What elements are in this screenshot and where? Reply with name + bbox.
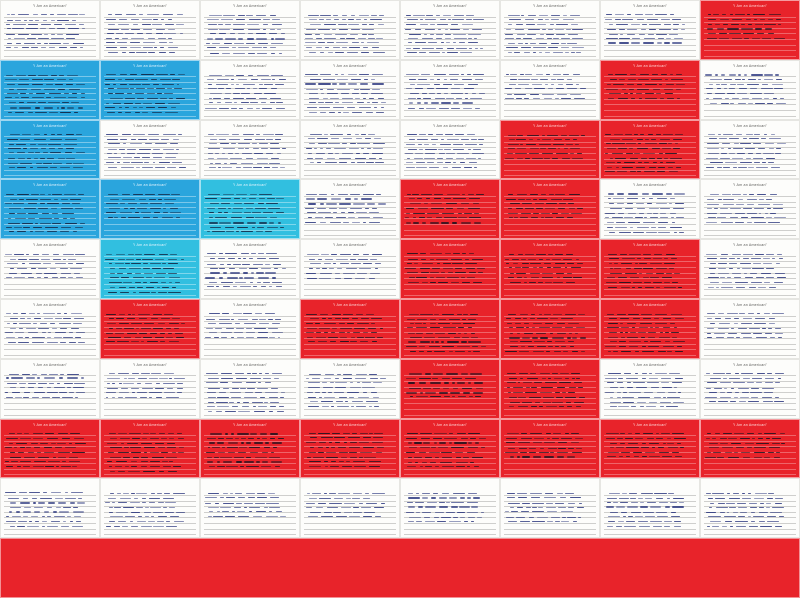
postcard-r5c7 xyxy=(600,239,700,299)
postcard-r2c7 xyxy=(600,60,700,120)
postcard-title: "I Am an American" xyxy=(632,123,668,128)
postcard-title: "I Am an American" xyxy=(632,302,668,307)
postcard-r5c8 xyxy=(700,239,800,299)
postcard-title: "I Am an American" xyxy=(232,362,268,367)
postcard-r2c5 xyxy=(400,60,500,120)
ruled-lines xyxy=(404,490,496,534)
postcard-title: "I Am an American" xyxy=(732,4,768,8)
postcard-r1c3 xyxy=(200,0,300,60)
ruled-lines xyxy=(604,490,696,534)
ruled-lines xyxy=(704,72,796,116)
ruled-lines xyxy=(404,191,496,235)
ruled-lines xyxy=(704,371,796,415)
ruled-lines xyxy=(304,311,396,355)
ruled-lines xyxy=(104,371,196,415)
postcard-r5c1 xyxy=(0,239,100,299)
postcard-r9c6 xyxy=(500,478,600,538)
postcard-title: "I Am an American" xyxy=(632,63,668,68)
ruled-lines xyxy=(4,431,96,475)
ruled-lines xyxy=(304,12,396,56)
postcard-title: "I Am an American" xyxy=(532,183,568,188)
ruled-lines xyxy=(504,72,596,116)
ruled-lines xyxy=(204,72,296,116)
postcard-r3c8 xyxy=(700,120,800,180)
postcard-r4c5 xyxy=(400,179,500,239)
postcard-r8c2 xyxy=(100,419,200,479)
postcard-r1c8 xyxy=(700,0,800,60)
postcard-title: "I Am an American" xyxy=(332,123,368,128)
postcard-title: "I Am an American" xyxy=(32,422,68,427)
postcard-r3c7 xyxy=(600,120,700,180)
postcard-r2c4 xyxy=(300,60,400,120)
postcard-r1c4 xyxy=(300,0,400,60)
postcard-r1c2 xyxy=(100,0,200,60)
postcard-title: "I Am an American" xyxy=(232,243,268,248)
postcard-title: "I Am an American" xyxy=(32,243,68,248)
ruled-lines xyxy=(304,191,396,235)
ruled-lines xyxy=(4,12,96,56)
ruled-lines xyxy=(104,132,196,176)
postcard-r7c5 xyxy=(400,359,500,419)
postcard-r4c6 xyxy=(500,179,600,239)
ruled-lines xyxy=(604,72,696,116)
postcard-r6c3 xyxy=(200,299,300,359)
postcard-r9c1 xyxy=(0,478,100,538)
ruled-lines xyxy=(404,72,496,116)
postcard-r8c5 xyxy=(400,419,500,479)
ruled-lines xyxy=(504,371,596,415)
postcard-r6c1 xyxy=(0,299,100,359)
postcard-r8c1 xyxy=(0,419,100,479)
ruled-lines xyxy=(104,490,196,534)
postcard-r7c2 xyxy=(100,359,200,419)
postcard-title: "I Am an American" xyxy=(132,422,168,427)
ruled-lines xyxy=(404,12,496,56)
postcard-r4c8 xyxy=(700,179,800,239)
ruled-lines xyxy=(504,191,596,235)
postcard-title: "I Am an American" xyxy=(332,422,368,427)
ruled-lines xyxy=(304,490,396,534)
ruled-lines xyxy=(104,251,196,295)
postcard-r4c7 xyxy=(600,179,700,239)
ruled-lines xyxy=(704,490,796,534)
postcard-title: "I Am an American" xyxy=(132,243,168,248)
postcard-r2c6 xyxy=(500,60,600,120)
postcard-r9c4 xyxy=(300,478,400,538)
ruled-lines xyxy=(404,431,496,475)
postcard-title: "I Am an American" xyxy=(632,183,668,188)
postcard-title: "I Am an American" xyxy=(32,362,68,367)
postcard-r7c8 xyxy=(700,359,800,419)
ruled-lines xyxy=(704,132,796,176)
ruled-lines xyxy=(4,311,96,355)
postcard-r5c2 xyxy=(100,239,200,299)
ruled-lines xyxy=(204,490,296,534)
postcard-r6c2 xyxy=(100,299,200,359)
postcard-r6c6 xyxy=(500,299,600,359)
postcard-title: "I Am an American" xyxy=(332,362,368,367)
postcard-r1c7 xyxy=(600,0,700,60)
postcard-title: "I Am an American" xyxy=(432,4,468,8)
postcard-title: "I Am an American" xyxy=(732,183,768,188)
ruled-lines xyxy=(104,12,196,56)
postcard-title: "I Am an American" xyxy=(32,183,68,188)
postcard-title: "I Am an American" xyxy=(732,362,768,367)
ruled-lines xyxy=(4,191,96,235)
postcard-title: "I Am an American" xyxy=(732,243,768,248)
postcard-r4c2 xyxy=(100,179,200,239)
postcard-title: "I Am an American" xyxy=(432,362,468,367)
ruled-lines xyxy=(404,251,496,295)
postcard-title: "I Am an American" xyxy=(332,302,368,307)
postcard-title: "I Am an American" xyxy=(332,63,368,68)
postcard-title: "I Am an American" xyxy=(532,123,568,128)
ruled-lines xyxy=(604,12,696,56)
postcard-r9c7 xyxy=(600,478,700,538)
postcard-title: "I Am an American" xyxy=(332,183,368,188)
ruled-lines xyxy=(204,431,296,475)
ruled-lines xyxy=(4,251,96,295)
postcard-title: "I Am an American" xyxy=(532,302,568,307)
ruled-lines xyxy=(204,251,296,295)
ruled-lines xyxy=(704,12,796,56)
postcard-title: "I Am an American" xyxy=(732,123,768,128)
postcard-title: "I Am an American" xyxy=(532,362,568,367)
postcard-r2c1 xyxy=(0,60,100,120)
postcard-title: "I Am an American" xyxy=(632,422,668,427)
postcard-title: "I Am an American" xyxy=(32,4,68,8)
postcard-title: "I Am an American" xyxy=(432,183,468,188)
postcard-r4c4 xyxy=(300,179,400,239)
ruled-lines xyxy=(504,431,596,475)
postcard-title: "I Am an American" xyxy=(532,243,568,248)
ruled-lines xyxy=(4,371,96,415)
postcard-title: "I Am an American" xyxy=(432,302,468,307)
postcard-r6c4 xyxy=(300,299,400,359)
postcard-r3c5 xyxy=(400,120,500,180)
postcard-r9c5 xyxy=(400,478,500,538)
postcard-title: "I Am an American" xyxy=(632,362,668,367)
postcard-title: "I Am an American" xyxy=(432,63,468,68)
postcard-r5c6 xyxy=(500,239,600,299)
postcard-title: "I Am an American" xyxy=(32,302,68,307)
postcard-r7c3 xyxy=(200,359,300,419)
postcard-r7c6 xyxy=(500,359,600,419)
ruled-lines xyxy=(4,132,96,176)
ruled-lines xyxy=(504,490,596,534)
postcard-r3c1 xyxy=(0,120,100,180)
postcard-r2c8 xyxy=(700,60,800,120)
postcard-r8c8 xyxy=(700,419,800,479)
postcard-title: "I Am an American" xyxy=(232,302,268,307)
ruled-lines xyxy=(304,132,396,176)
ruled-lines xyxy=(704,191,796,235)
ruled-lines xyxy=(204,371,296,415)
ruled-lines xyxy=(4,72,96,116)
postcard-title: "I Am an American" xyxy=(632,243,668,248)
ruled-lines xyxy=(304,371,396,415)
postcard-r8c6 xyxy=(500,419,600,479)
postcard-r8c4 xyxy=(300,419,400,479)
postcard-r6c7 xyxy=(600,299,700,359)
postcard-title: "I Am an American" xyxy=(232,63,268,68)
postcard-title: "I Am an American" xyxy=(732,302,768,307)
ruled-lines xyxy=(604,311,696,355)
ruled-lines xyxy=(304,431,396,475)
postcard-r9c3 xyxy=(200,478,300,538)
postcard-r1c5 xyxy=(400,0,500,60)
postcard-title: "I Am an American" xyxy=(132,183,168,188)
postcard-title: "I Am an American" xyxy=(332,243,368,248)
ruled-lines xyxy=(604,431,696,475)
postcard-title: "I Am an American" xyxy=(232,183,268,188)
bottom-red-band xyxy=(0,538,800,598)
postcard-r3c3 xyxy=(200,120,300,180)
postcard-r1c1 xyxy=(0,0,100,60)
ruled-lines xyxy=(404,311,496,355)
ruled-lines xyxy=(504,132,596,176)
postcard-r1c6 xyxy=(500,0,600,60)
postcard-r5c3 xyxy=(200,239,300,299)
ruled-lines xyxy=(104,191,196,235)
postcard-r3c6 xyxy=(500,120,600,180)
postcard-title: "I Am an American" xyxy=(132,362,168,367)
postcard-title: "I Am an American" xyxy=(232,422,268,427)
postcard-title: "I Am an American" xyxy=(32,123,68,128)
postcard-title: "I Am an American" xyxy=(132,123,168,128)
postcard-title: "I Am an American" xyxy=(432,422,468,427)
ruled-lines xyxy=(4,490,96,534)
ruled-lines xyxy=(504,12,596,56)
postcard-title: "I Am an American" xyxy=(632,4,668,8)
postcard-title: "I Am an American" xyxy=(132,4,168,8)
ruled-lines xyxy=(404,371,496,415)
postcard-r2c3 xyxy=(200,60,300,120)
postcard-title: "I Am an American" xyxy=(732,422,768,427)
postcard-title: "I Am an American" xyxy=(132,63,168,68)
ruled-lines xyxy=(204,132,296,176)
ruled-lines xyxy=(504,311,596,355)
postcard-title: "I Am an American" xyxy=(32,63,68,68)
ruled-lines xyxy=(404,132,496,176)
postcard-r2c2 xyxy=(100,60,200,120)
postcard-r9c2 xyxy=(100,478,200,538)
postcard-title: "I Am an American" xyxy=(532,4,568,8)
postcard-title: "I Am an American" xyxy=(732,63,768,68)
postcard-r8c3 xyxy=(200,419,300,479)
ruled-lines xyxy=(504,251,596,295)
ruled-lines xyxy=(604,371,696,415)
postcard-r8c7 xyxy=(600,419,700,479)
ruled-lines xyxy=(104,72,196,116)
ruled-lines xyxy=(204,12,296,56)
postcard-title: "I Am an American" xyxy=(132,302,168,307)
postcard-r3c4 xyxy=(300,120,400,180)
postcard-r7c7 xyxy=(600,359,700,419)
postcard-r6c5 xyxy=(400,299,500,359)
ruled-lines xyxy=(104,311,196,355)
postcard-r7c4 xyxy=(300,359,400,419)
postcard-title: "I Am an American" xyxy=(232,123,268,128)
ruled-lines xyxy=(304,251,396,295)
postcard-r7c1 xyxy=(0,359,100,419)
ruled-lines xyxy=(204,311,296,355)
ruled-lines xyxy=(204,191,296,235)
postcard-title: "I Am an American" xyxy=(232,4,268,8)
ruled-lines xyxy=(704,251,796,295)
ruled-lines xyxy=(704,311,796,355)
postcard-r5c5 xyxy=(400,239,500,299)
ruled-lines xyxy=(604,132,696,176)
ruled-lines xyxy=(704,431,796,475)
postcard-r3c2 xyxy=(100,120,200,180)
postcard-r5c4 xyxy=(300,239,400,299)
postcard-r4c1 xyxy=(0,179,100,239)
ruled-lines xyxy=(304,72,396,116)
postcard-title: "I Am an American" xyxy=(432,123,468,128)
postcard-title: "I Am an American" xyxy=(432,243,468,248)
postcard-title: "I Am an American" xyxy=(532,63,568,68)
postcard-r9c8 xyxy=(700,478,800,538)
postcard-r6c8 xyxy=(700,299,800,359)
ruled-lines xyxy=(604,251,696,295)
ruled-lines xyxy=(104,431,196,475)
postcard-title: "I Am an American" xyxy=(532,422,568,427)
ruled-lines xyxy=(604,191,696,235)
postcard-r4c3 xyxy=(200,179,300,239)
